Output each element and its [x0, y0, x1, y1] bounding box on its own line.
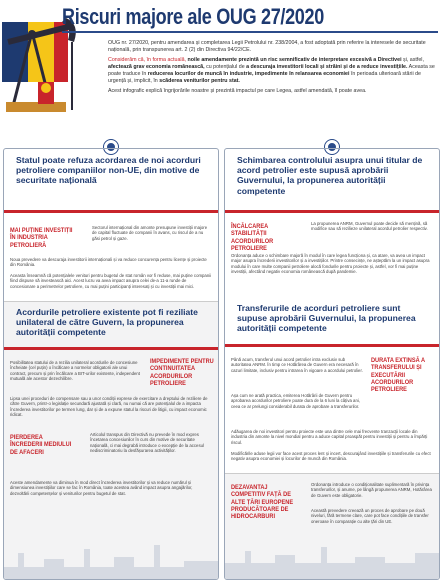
- left-section2-panel: [4, 301, 218, 580]
- intro-p2-i: în perioada ulterioară stării de urgență și, implicit, în: [108, 70, 421, 84]
- intro-p2-g: Aceasta se poate traduce în: [108, 64, 435, 77]
- right-section2-text-e: Ordonanța introduce o condiționalitate suplimentară în privința transferurilor, și anume, pe lângă propunerea ANRM, Hotărârea de Guvern este obligatorie.: [311, 482, 432, 498]
- intro-p2-c: și, astfel,: [403, 57, 424, 64]
- right-section1-text-a: La propunerea ANRM, Guvernul poate decide să mențină, să modifice sau să rezilieze unilateral acordul petrolier respectiv.: [311, 221, 428, 232]
- right-section2-text-f: Această prevedere creează un proces de aprobare pe două niveluri, fără termene clare, care pot face condițiile de transfer oneroase în comparație cu alte țări din UE.: [311, 508, 429, 524]
- intro-p2-d: afectează grav economia românească,: [108, 64, 205, 71]
- left-section2-heading: Acordurile petroliere existente pot fi reziliate unilateral de către Guvern, la propunerea autorității competente: [4, 302, 218, 346]
- right-section2-side-label2: DEZAVANTAJ COMPETITIV FAȚĂ DE ALTE ȚĂRI EUROPENE PRODUCĂTOARE DE HIDROCARBURI: [231, 484, 294, 521]
- intro-p2-f: a descuraja investitorii locali și străini și de a reduce investițiile.: [246, 64, 408, 71]
- right-section2-text-d: Modificările aduse legii vor face acest proces lent și incert, descurajând investițiile și transferurile cu efect negativ asupra economiei și locurilor de muncă din România.: [231, 451, 431, 462]
- left-section2-side-label2: PIERDEREA ÎNCREDERII MEDIULUI DE AFACERI: [10, 434, 72, 456]
- intro-paragraph-3: Acest infografic explică îngrijorările noastre și prezintă impactul pe care Legea, astfel amendată, îl poate avea.: [108, 88, 367, 95]
- refinery-silhouette-right: [225, 541, 439, 580]
- right-section1-text-b: Ordonanța aduce o schimbare majoră în modul în care legea funcționa și, ca atare, va avea un impact major asupra încrederii investitorilor și a investițiilor. Printre consecințe, ne așteptăm la un impact asupra modului în care multe companii petroliere alocă fondurile pentru proiecte și, astfel, vor fi mai puține investiții, afectând negativ economia românească după pandemie.: [231, 253, 430, 275]
- right-section2: [225, 299, 439, 580]
- intro-p2-b: noile amendamente prezintă un risc semnificativ de interpretare excesivă a Directivei: [187, 57, 402, 64]
- intro-p2-h: reducerea locurilor de muncă în industrie, impedimente în relansarea economiei: [147, 70, 350, 77]
- left-column: [3, 148, 219, 580]
- intro-paragraph-2: [108, 57, 436, 84]
- left-section2-text-a: Posibilitatea statului de a rezilia unilateral acordurile de concesiune încheiate (cel puțin) o încălcare a normelor obligatorii ale unui contract, precum și prin încălcare a BIT-urilor existente, independent mutuală ale acestor dezechilibre.: [10, 360, 140, 382]
- left-section1-text-c: Aceasta înseamnă că potențialele venituri pentru bugetul de stat român vor fi reduse, mai puține companii fiind dispuse să investească aici. Acest lucru va avea impact asupra celei de-a 11-a runde de concesionare a perimetrelor petroliere, cu mai puțini participanți interesați și cu investiții mai mici.: [10, 273, 212, 289]
- right-column: [224, 148, 440, 580]
- intro-p2-a: Considerăm că, în forma actuală,: [108, 57, 187, 64]
- right-section2-panel: [225, 473, 439, 580]
- intro-p2-j: scăderea veniturilor pentru stat.: [159, 77, 240, 84]
- title-divider: [62, 31, 438, 33]
- refinery-silhouette: [4, 541, 218, 580]
- intro-text: [108, 40, 436, 99]
- left-section1-side-label: MAI PUȚINE INVESTIȚII ÎN INDUSTRIA PETROLIERĂ: [10, 227, 73, 249]
- right-section1-side-label: ÎNCĂLCAREA STABILITĂȚII ACORDURILOR PETROLIERE: [231, 223, 274, 252]
- right-section2-heading: Transferurile de acorduri petroliere sunt supuse aprobării Guvernului, la propunerea autorității competente: [225, 299, 439, 343]
- right-section2-side-label: DURATA EXTINSĂ A TRANSFERULUI ȘI EXECUTĂRII ACORDURILOR PETROLIERE: [371, 357, 425, 394]
- left-section1-text-a: Sectorul internațional din amonte presupune investiții majore de capital fluctuate de companii în avans, cu riscul de a nu găsi petrol și gaze.: [92, 225, 208, 241]
- right-section2-text-c: Adăugarea de noi investitori pentru proiecte este una dintre cele mai frecvente tranzacții locale din industria din amonte la nivel mondial pentru a aduce capital proaspăt pentru investiții și pentru a împărți riscul.: [231, 429, 428, 445]
- right-section2-text-b: Așa cum ne arată practica, emiterea Hotărârii de Guvern pentru aprobarea acordurilor petroliere poate dura de la 6 luni la câțiva ani, ceea ce ar prelungi considerabil durata de aprobare a transferurilor.: [231, 393, 360, 409]
- left-section2-text-c: Articolul transpus din Directivă nu prevede în mod expres încetarea concesiunilor în curs din motive de securitate națională, ci mai degrabă introduce o excepție de la accesul nediscriminatoriu la desfășurarea activităților.: [90, 432, 204, 454]
- right-section2-text-a: Până acum, transferul unui acord petrolier intra exclusiv sub autoritatea ANRM. În timp ce Hotărârea de Guvern era necesară în cazuri limitate, inclusiv pentru intrarea în vigoare a acordului petrolier.: [231, 357, 363, 373]
- left-section1-heading: Statul poate refuza acordarea de noi acorduri petroliere companiilor non-UE, din motive de securitate națională: [4, 149, 218, 209]
- right-section1-heading: Schimbarea controlului asupra unui titular de acord petrolier este supusă aprobării Guvernului, la propunerea autorității competente: [225, 149, 439, 209]
- intro-p2-e: cu potențialul de: [206, 64, 245, 71]
- left-section1-text-b: Noua prevedere va descuraja investitorii internaționali și va reduce concurența pentru licențe și proiecte din România.: [10, 257, 207, 268]
- left-section2-text-b: Lipsa unei proceduri de compensare sau a unor condiții exprese de exercitare a dreptului de reziliere de către Guvern, printr-o legislație secundară ajustată și clară, nu numai că are potențialul de a impacta încrederea investitorilor pe termen lung, dar și de a expune statul la riscuri de litigii, cu impact economic ridicat.: [10, 396, 208, 418]
- page-title: Riscuri majore ale OUG 27/2020: [62, 4, 324, 29]
- intro-paragraph-1: OUG nr. 27/2020, pentru amendarea și completarea Legii Petrolului nr. 238/2004, a fost adoptată prin referire la interesele de securitate națională, prin transpunerea art. 2 (2) din Directiva 94/22/CE.: [108, 40, 426, 53]
- left-section2-side-label: IMPEDIMENTE PENTRU CONTINUITATEA ACORDURILOR PETROLIERE: [150, 358, 214, 387]
- left-section2-text-d: Aceste amendamente va diminua în mod direct încrederea investitorilor și va reduce numărul și dimensiunea investițiilor care se fac în România, toate acestea având impact asupra angajărilor, dezvoltării competențelor și veniturilor pentru bugetul de stat.: [10, 480, 193, 496]
